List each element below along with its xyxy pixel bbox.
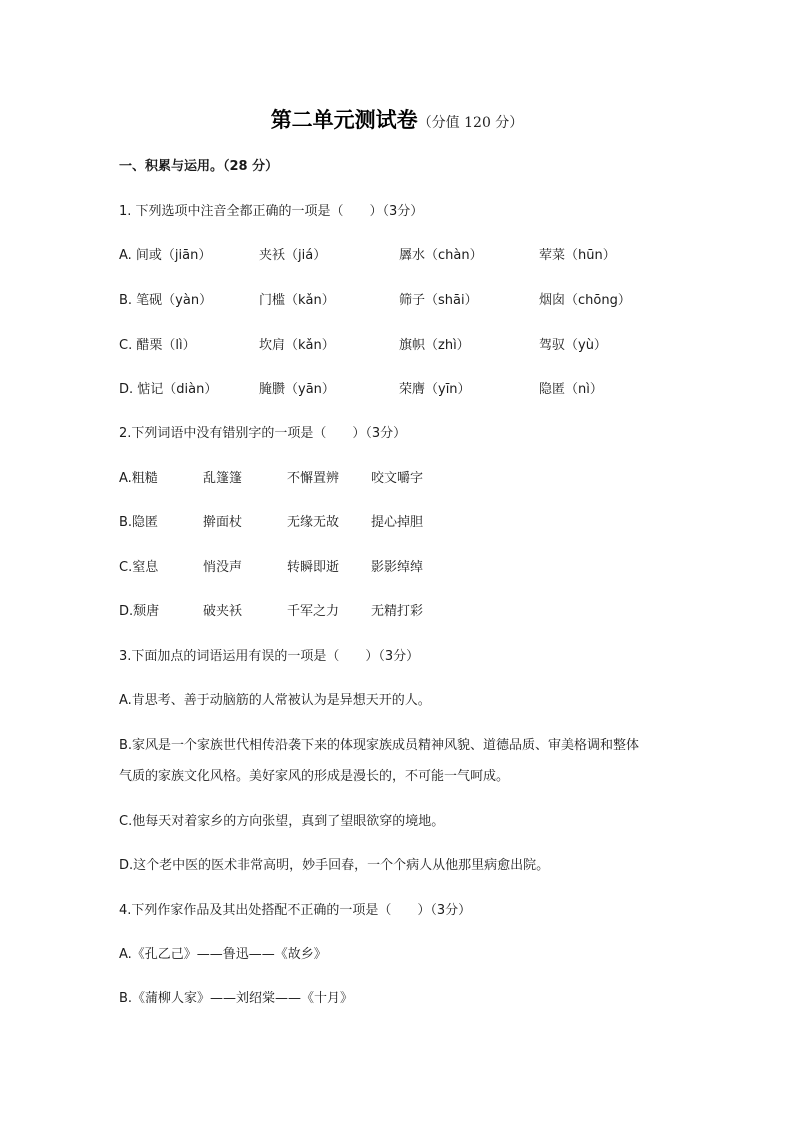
q1-option-a-2: 夹袄（jiá） bbox=[259, 248, 327, 263]
q3-option-c: C.他每天对着家乡的方向张望，真到了望眼欲穿的境地。 bbox=[119, 814, 445, 829]
q1-option-d-2: 腌臜（yān） bbox=[259, 382, 335, 397]
q1-option-a-1: A. 间或（jiān） bbox=[119, 248, 212, 263]
q2-option-d-1: D.颓唐 bbox=[119, 604, 160, 619]
q1-option-c-3: 旗帜（zhì） bbox=[399, 338, 470, 353]
q1-option-b-3: 筛子（shāi） bbox=[399, 293, 478, 308]
q2-option-a-3: 不懈置辨 bbox=[287, 471, 340, 486]
q1-option-d-4: 隐匿（nì） bbox=[539, 382, 603, 397]
q1-option-d-1: D. 惦记（diàn） bbox=[119, 382, 218, 397]
q2-option-c-4: 影影绰绰 bbox=[371, 560, 424, 575]
q1-stem: 1. 下列选项中注音全都正确的一项是（ ）（3分） bbox=[119, 204, 424, 219]
q1-option-b-4: 烟囱（chōng） bbox=[539, 293, 631, 308]
page-title-score: （分值 120 分） bbox=[417, 115, 524, 131]
q2-option-c-2: 悄没声 bbox=[203, 560, 243, 575]
q3-option-b-line2: 气质的家族文化风格。美好家风的形成是漫长的，不可能一气呵成。 bbox=[119, 769, 510, 784]
q1-option-d-3: 荣膺（yīn） bbox=[399, 382, 471, 397]
q3-stem: 3.下面加点的词语运用有误的一项是（ ）（3分） bbox=[119, 649, 420, 664]
q2-option-b-2: 擀面杖 bbox=[203, 515, 243, 530]
q1-option-c-1: C. 醋栗（lì） bbox=[119, 338, 196, 353]
q4-option-a: A.《孔乙己》——鲁迅——《故乡》 bbox=[119, 947, 327, 962]
q2-option-d-4: 无精打彩 bbox=[371, 604, 424, 619]
q2-stem: 2.下列词语中没有错别字的一项是（ ）（3分） bbox=[119, 426, 407, 441]
q4-option-b: B.《蒲柳人家》——刘绍棠——《十月》 bbox=[119, 991, 354, 1006]
q3-option-a: A.肯思考、善于动脑筋的人常被认为是异想天开的人。 bbox=[119, 693, 431, 708]
q1-option-c-2: 坎肩（kǎn） bbox=[259, 338, 335, 353]
q2-option-a-4: 咬文嚼字 bbox=[371, 471, 424, 486]
q2-option-a-1: A.粗糙 bbox=[119, 471, 158, 486]
q1-option-c-4: 驾驭（yù） bbox=[539, 338, 607, 353]
q2-option-c-1: C.窒息 bbox=[119, 560, 159, 575]
q2-option-a-2: 乱篷篷 bbox=[203, 471, 243, 486]
q4-stem: 4.下列作家作品及其出处搭配不正确的一项是（ ）（3分） bbox=[119, 903, 472, 918]
q2-option-d-3: 千军之力 bbox=[287, 604, 340, 619]
q1-option-b-2: 门槛（kǎn） bbox=[259, 293, 335, 308]
q2-option-b-3: 无缘无故 bbox=[287, 515, 340, 530]
q2-option-d-2: 破夹袄 bbox=[203, 604, 243, 619]
q2-option-b-1: B.隐匿 bbox=[119, 515, 159, 530]
q2-option-b-4: 提心掉胆 bbox=[371, 515, 424, 530]
q1-option-a-4: 荤菜（hūn） bbox=[539, 248, 616, 263]
section-heading: 一、积累与运用。（28 分） bbox=[119, 159, 279, 174]
q1-option-b-1: B. 笔砚（yàn） bbox=[119, 293, 213, 308]
q3-option-b-line1: B.家风是一个家族世代相传沿袭下来的体现家族成员精神风貌、道德品质、审美格调和整体 bbox=[119, 738, 640, 753]
q3-option-d: D.这个老中医的医术非常高明，妙手回春，一个个病人从他那里病愈出院。 bbox=[119, 858, 550, 873]
page-title-main: 第二单元测试卷 bbox=[270, 107, 418, 132]
q1-option-a-3: 羼水（chàn） bbox=[399, 248, 483, 263]
page-title bbox=[0, 104, 794, 134]
q2-option-c-3: 转瞬即逝 bbox=[287, 560, 340, 575]
